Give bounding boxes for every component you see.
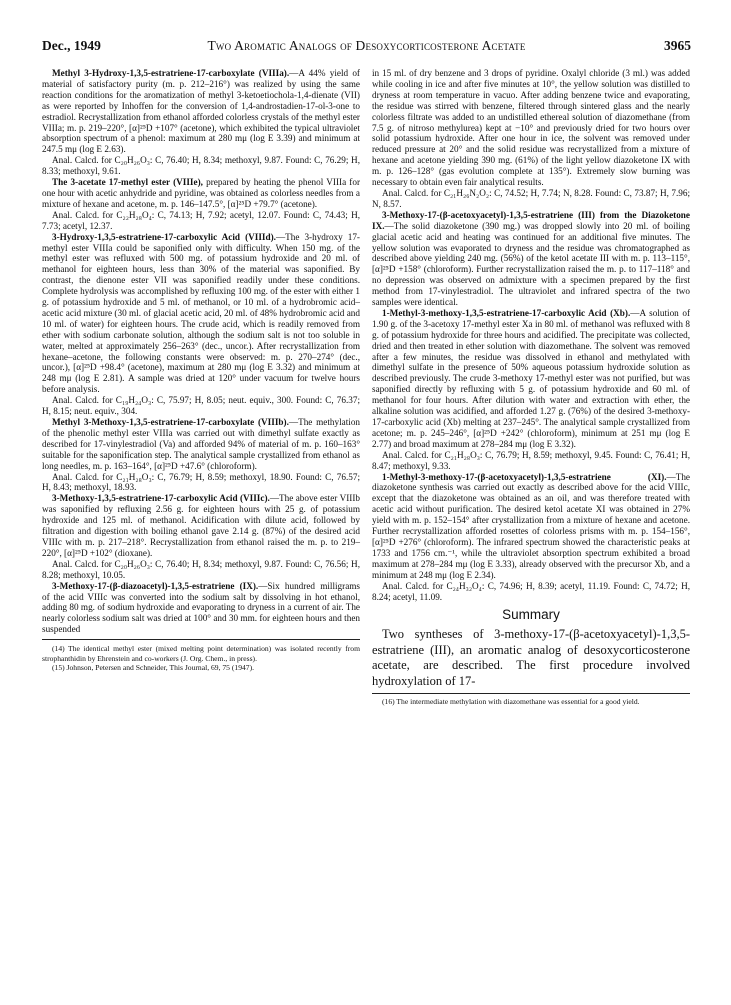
paragraph [42, 232, 360, 396]
paragraph-text: —The 3-hydroxy 17-methyl ester VIIIa could be saponified only with difficulty. When 150 mg. of the methyl ester was refluxed with 500 mg. of potassium hydroxide and 20 ml. of methanol for eighteen hours, less than 30% of the material was saponified. By contrast, the dienone ester VII was saponified readily under these conditions. Complete hydrolysis was accomplished by refluxing 100 mg. of the ester with either 1 g. of potassium hydroxide and 5 ml. of methanol, or 10 ml. of a hydrobromic acid–acetic acid mixture (30 ml. of glacial acetic acid, 20 ml. of 48% hydrobromic acid and 10 ml. of water) for eighteen hours. The crude acid, which is readily removed from ether with sodium carbonate solution, although the sodium salt is not too soluble in water, melted at approximately 256–263° (dec., uncor.). After recrystallization from hexane–acetone, the following constants were observed: m. p. 270–274° (dec., uncor.), [α]²⁵D +98.4° (acetone), maximum at 280 mμ (log E 3.32) and minimum at 248 mμ (log E 2.81). A sample was dried at 120° under vacuum for twelve hours before analysis. [42, 231, 360, 395]
paragraph-text: Anal. Calcd. for C₂₁H₂₈O₃: C, 76.79; H, 8.59; methoxyl, 9.45. Found: C, 76.41; H, 8.47; methoxyl, 9.33. [372, 449, 690, 471]
paragraph [372, 188, 690, 210]
section-heading: Methyl 3-Methoxy-1,3,5-estratriene-17-carboxylate (VIIIb). [52, 417, 289, 427]
section-heading: 1-Methyl-3-methoxy-1,3,5-estratriene-17-carboxylic Acid (Xb). [382, 307, 631, 318]
paragraph-text: Anal. Calcd. for C₂₁H₂₈O₃: C, 76.79; H, 8.59; methoxyl, 18.90. Found: C, 76.57; H, 8.43; methoxyl, 18.93. [42, 471, 360, 493]
paragraph-text: —A solution of 1.90 g. of the 3-acetoxy 17-methyl ester Xa in 80 ml. of methanol was refluxed with 8 g. of potassium hydroxide for three hours and acidified. The precipitate was collected, dried and then treated in ether solution with diazomethane. The solvent was removed after a few minutes, the residue was dissolved in ethanol and methylated with dimethyl sulfate in the presence of 50% aqueous potassium hydroxide solution as described previously. The crude 3-methoxy 17-methyl ester was not purified, but was saponified directly by refluxing with 5 g. of potassium hydroxide and 60 ml. of methanol for four hours. After dilution with water and extraction with ether, the alkaline solution was acidified, and afforded 1.27 g. (76%) of the desired 3-methoxy-17-carboxylic acid (Xb) melting at 237–245°. The analytical sample crystallized from acetone; m. p. 245–246°, [α]²⁵D +242° (chloroform), minimum at 251 mμ (log E 2.77) and broad maximum at 278–284 mμ (log E 3.32). [372, 307, 690, 449]
header-title: Two Aromatic Analogs of Desoxycorticosterone Acetate [207, 38, 526, 53]
section-heading: 1-Methyl-3-methoxy-17-(β-acetoxyacetyl)-1,3,5-estratriene (XI). [382, 471, 667, 482]
paragraph [42, 559, 360, 581]
paragraph [42, 210, 360, 232]
right-footnotes [372, 697, 690, 707]
section-heading: 3-Methoxy-1,3,5-estratriene-17-carboxylic Acid (VIIIc). [52, 493, 270, 504]
paragraph-text: Anal. Calcd. for C₂₁H₂₆N₂O₂: C, 74.52; H, 7.74; N, 8.28. Found: C, 73.87; H, 7.96; N, 8.57. [372, 187, 690, 209]
paragraph [42, 417, 360, 472]
paragraph [372, 581, 690, 603]
paragraph [42, 581, 360, 636]
paragraph [42, 395, 360, 417]
footnote: (15) Johnson, Petersen and Schneider, This Journal, 69, 75 (1947). [52, 663, 255, 673]
paragraph [372, 68, 690, 188]
running-header [42, 38, 691, 58]
paragraph-text: —The methylation of the phenolic methyl ester VIIIa was carried out with dimethyl sulfate exactly as described for 17-vinylestradiol (Va) and afforded 94% of material of m. p. 160–163° suitable for the saponification step. The analytical sample crystallized from ethanol as long needles, m. p. 163–164°, [α]²⁵D +47.6° (chloroform). [42, 417, 361, 471]
paragraph-text: —A 44% yield of material of satisfactory purity (m. p. 212–216°) was realized by using the same reaction conditions for the aromatization of methyl 3-ketoetiochola-1,4-dienate (VII) as were reported by Inhoffen for the conversion of 1,4-androstadien-17-ol-3-one to estradiol. Recrystallization from ethanol afforded colorless crystals of the methyl ester VIIIa; m. p. 219–220°, [α]²⁵D +107° (acetone), which exhibited the typical ultraviolet absorption spectrum of a phenol: maximum at 280 mμ (log E 3.39) and minimum at 247.5 mμ (log E 2.63). [42, 68, 360, 155]
paragraph [42, 177, 360, 210]
paragraph [42, 472, 360, 494]
paragraph [372, 308, 690, 450]
summary-text: Two syntheses of 3-methoxy-17-(β-acetoxyacetyl)-1,3,5-estratriene (III), an aromatic analog of desoxycorticosterone acetate, are described. The first procedure involved hydroxylation of 17- [372, 627, 690, 688]
paragraph-text: —The solid diazoketone (390 mg.) was dropped slowly into 20 ml. of boiling glacial acetic acid and heating was continued for an additional five minutes. The yellow solution was evaporated to dryness and the residue was chromatographed as described above yielding 240 mg. (56%) of the ketol acetate III with m. p. 113–115°, [α]²⁵D +158° (chloroform). Further recrystallization raised the m. p. to 117–118° and no depression was observed on admixture with a specimen prepared by the first method from 17-vinylestradiol. The ultraviolet and infrared spectra of the two samples were identical. [372, 220, 690, 308]
footnote-rule [372, 693, 690, 694]
paragraph-text: —The diazoketone synthesis was carried out exactly as described above for the acid VIIIc, except that the diazoketone was obtained as an oil, and was therefore treated with acetic acid without purification. The desired ketol acetate XI was obtained in 27% yield with m. p. 152–154° after crystallization from a mixture of hexane and acetone. Further recrystallization afforded rosettes of colorless prisms with m. p. 154–156°, [α]²⁵D +276° (chloroform). The infrared spectrum showed the characteristic peaks at 1733 and 1756 cm.⁻¹, while the ultraviolet absorption spectrum exhibited a broad maximum at 278–284 mμ (log E 3.33), already observed with the precursor Xb, and a minimum at 248 mμ (log E 2.34). [372, 471, 690, 580]
paragraph-text: Anal. Calcd. for C₁₉H₂₄O₃: C, 75.97; H, 8.05; neut. equiv., 300. Found: C, 76.37; H, 8.15; neut. equiv., 304. [42, 395, 360, 417]
paragraph-text: —The above ester VIIIb was saponified by refluxing 2.56 g. for eighteen hours with 25 g. of potassium hydroxide and 125 ml. of methanol. Acidification with dilute acid, followed by filtration and digestion with boiling ethanol gave 2.14 g. (87%) of the desired acid VIIIc with m. p. 217–218°. Recrystallization from ethanol raised the m. p. to 219–220°, [α]²⁵D +102° (dioxane). [42, 493, 360, 558]
summary-heading: Summary [502, 607, 560, 623]
paragraph-text: Anal. Calcd. for C₂₀H₂₆O₃: C, 76.40; H, 8.34; methoxyl, 9.87. Found: C, 76.56; H, 8.28; methoxyl, 10.05. [42, 558, 360, 580]
footnote: (14) The identical methyl ester (mixed melting point determination) was isolated recently from strophanthidin by Ehrenstein and co-workers (J. Org. Chem., in press). [42, 644, 360, 663]
paragraph-text: in 15 ml. of dry benzene and 3 drops of pyridine. Oxalyl chloride (3 ml.) was added while cooling in ice and after five minutes at 10°, the yellow solution was distilled to dryness at room temperature in vacuo. After adding benzene twice and evaporating, the residue was stirred with benzene, filtered through sintered glass and the nearly colorless filtrate was added to an undistilled ethereal solution of diazomethane (from 7.5 g. of nitroso methylurea) kept at −10° and previously dried for two hours over solid potassium hydroxide. After one hour in ice, the solvent was removed under reduced pressure at 20° and the solid residue was recrystallized from a mixture of hexane and acetone yielding 390 mg. (61%) of the light yellow diazoketone IX with m. p. 126–128° (gas evolution complete at 135°). Extremely slow burning was necessary to obtain even fair analytical results. [372, 68, 690, 188]
paragraph-text: prepared by heating the phenol VIIIa for one hour with acetic anhydride and pyridine, was obtained as colorless needles from a mixture of hexane and acetone, m. p. 146–147.5°, [α]²⁵D +79.7° (acetone). [42, 177, 360, 209]
paragraph [372, 210, 690, 308]
section-heading: The 3-acetate 17-methyl ester (VIIIe), [52, 177, 203, 188]
left-column [42, 68, 360, 673]
right-column [372, 68, 690, 707]
right-paragraphs [372, 68, 690, 602]
paragraph-text: Anal. Calcd. for C₂₄H₃₂O₄: C, 74.96; H, 8.39; acetyl, 11.19. Found: C, 74.72; H, 8.24; acetyl, 11.09. [372, 580, 690, 602]
page-number: 3965 [664, 38, 691, 53]
paragraph [42, 493, 360, 558]
paragraph [372, 450, 690, 472]
paragraph-text: —Six hundred milligrams of the acid VIIIc was converted into the sodium salt by dissolving in hot ethanol, adding 80 mg. of sodium hydroxide and evaporating to dryness in a current of air. The nearly colorless sodium salt was dried at 100° and 30 mm. for eighteen hours and then suspended [42, 580, 360, 635]
section-heading: 3-Hydroxy-1,3,5-estratriene-17-carboxylic Acid (VIIId). [52, 231, 276, 242]
paragraph [42, 68, 360, 155]
paragraph [42, 155, 360, 177]
header-date: Dec., 1949 [42, 38, 101, 53]
paragraph-text: Anal. Calcd. for C₂₂H₂₈O₄: C, 74.13; H, 7.92; acetyl, 12.07. Found: C, 74.43; H, 7.73; acetyl, 12.37. [42, 209, 360, 231]
left-footnotes [42, 639, 360, 673]
paragraph-text: Anal. Calcd. for C₂₀H₂₆O₃: C, 76.40; H, 8.34; methoxyl, 9.87. Found: C, 76.29; H, 8.33; methoxyl, 9.61. [42, 155, 360, 177]
left-paragraphs [42, 68, 360, 635]
section-heading: Methyl 3-Hydroxy-1,3,5-estratriene-17-carboxylate (VIIIa). [52, 68, 290, 78]
section-heading: 3-Methoxy-17-(β-acetoxyacetyl)-1,3,5-estratriene (III) from the Diazoketone IX. [372, 209, 690, 231]
paragraph [372, 472, 690, 581]
footnote: (16) The intermediate methylation with diazomethane was essential for a good yield. [382, 696, 640, 706]
section-heading: 3-Methoxy-17-(β-diazoacetyl)-1,3,5-estratriene (IX). [52, 580, 259, 591]
